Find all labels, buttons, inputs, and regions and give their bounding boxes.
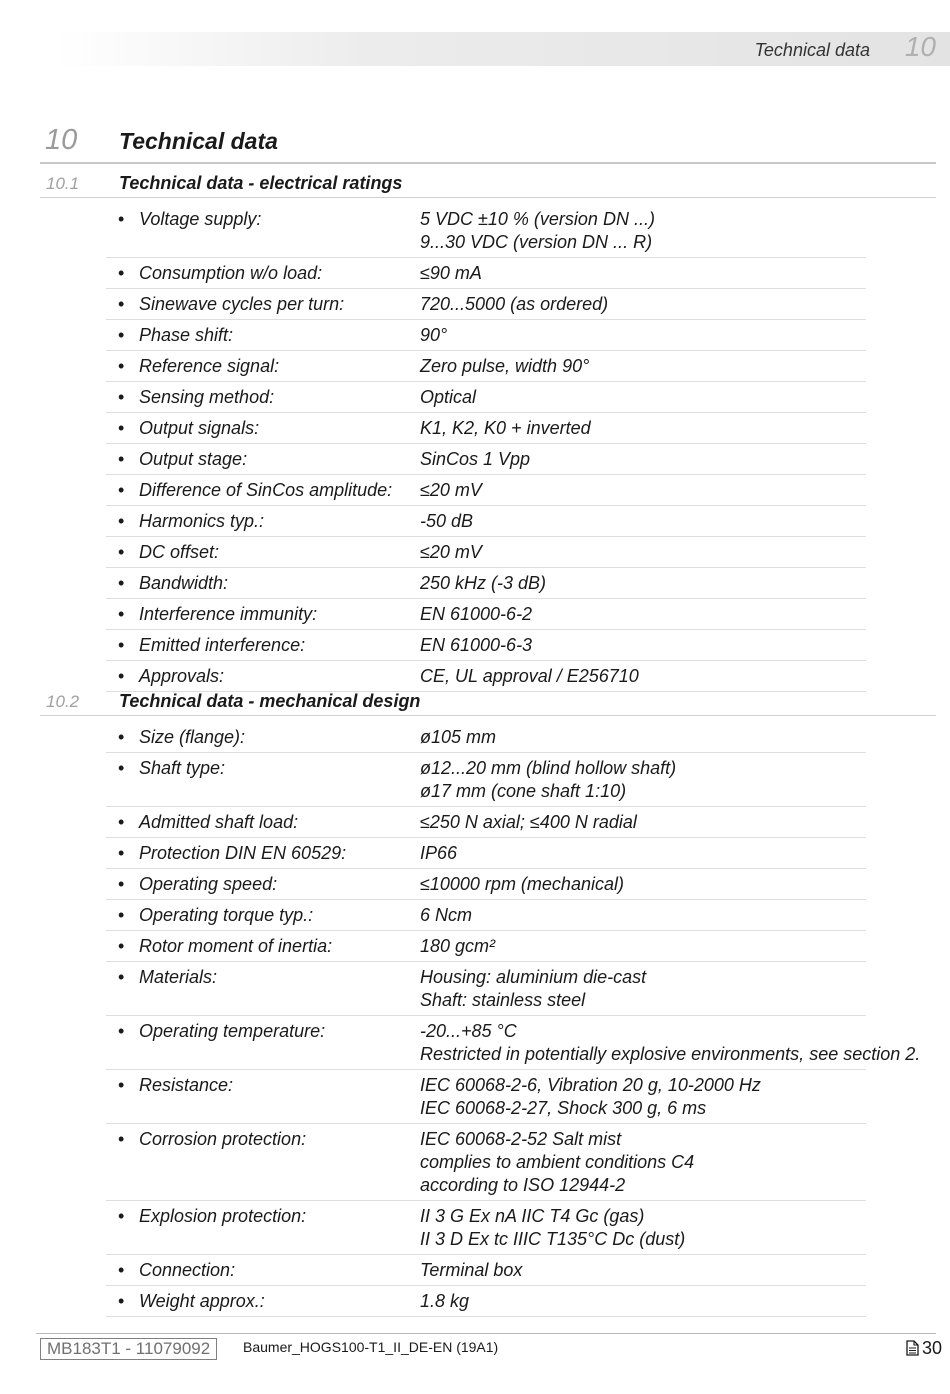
spec-row bbox=[106, 931, 866, 962]
spec-row bbox=[106, 807, 866, 838]
spec-value bbox=[420, 572, 866, 595]
spec-value-line: SinCos 1 Vpp bbox=[420, 449, 531, 469]
spec-label: Output signals: bbox=[139, 418, 260, 438]
spec-value bbox=[420, 479, 866, 502]
spec-value bbox=[420, 541, 866, 564]
header-title: Technical data bbox=[754, 40, 870, 60]
footer-file-name: Baumer_HOGS100-T1_II_DE-EN (19A1) bbox=[243, 1339, 499, 1355]
spec-row bbox=[106, 1255, 866, 1286]
spec-value-line: 1.8 kg bbox=[420, 1291, 470, 1311]
spec-label: Protection DIN EN 60529: bbox=[139, 843, 347, 863]
spec-value bbox=[420, 510, 866, 533]
spec-row bbox=[106, 1016, 921, 1070]
spec-label: Connection: bbox=[139, 1260, 236, 1280]
spec-row bbox=[106, 869, 866, 900]
spec-row bbox=[106, 413, 866, 444]
spec-row bbox=[106, 475, 866, 506]
spec-label: Voltage supply: bbox=[139, 209, 262, 229]
spec-value bbox=[420, 355, 866, 378]
spec-label: Output stage: bbox=[139, 449, 248, 469]
spec-value-line: ≤10000 rpm (mechanical) bbox=[420, 874, 624, 894]
spec-row bbox=[106, 537, 866, 568]
spec-label: Resistance: bbox=[139, 1075, 234, 1095]
spec-row bbox=[106, 444, 866, 475]
spec-row bbox=[106, 204, 866, 258]
spec-value-line: 250 kHz (-3 dB) bbox=[420, 573, 547, 593]
mechanical-design-list bbox=[0, 722, 950, 1317]
spec-value-line: IEC 60068-2-52 Salt mist bbox=[420, 1129, 622, 1149]
section-heading-electrical bbox=[0, 168, 950, 198]
spec-row bbox=[106, 630, 866, 661]
spec-value-line: IEC 60068-2-6, Vibration 20 g, 10-2000 Hz bbox=[420, 1075, 761, 1095]
spec-value-line: Optical bbox=[420, 387, 477, 407]
page-number: 30 bbox=[921, 1338, 942, 1358]
spec-value bbox=[420, 634, 866, 657]
spec-label: Materials: bbox=[139, 967, 218, 987]
footer-divider bbox=[36, 1333, 936, 1334]
spec-value-line: CE, UL approval / E256710 bbox=[420, 666, 639, 686]
bullet-icon: • bbox=[118, 418, 125, 438]
spec-value-line: 9...30 VDC (version DN ... R) bbox=[420, 232, 653, 252]
spec-value bbox=[420, 1290, 866, 1313]
spec-value-line: Housing: aluminium die-cast bbox=[420, 967, 647, 987]
spec-label: Size (flange): bbox=[139, 727, 246, 747]
spec-value bbox=[420, 448, 866, 471]
bullet-icon: • bbox=[118, 874, 125, 894]
bullet-icon: • bbox=[118, 812, 125, 832]
spec-label: Phase shift: bbox=[139, 325, 234, 345]
footer-page bbox=[906, 1338, 942, 1359]
section-number: 10.1 bbox=[46, 174, 80, 193]
chapter-title: Technical data bbox=[119, 128, 278, 154]
bullet-icon: • bbox=[118, 294, 125, 314]
bullet-icon: • bbox=[118, 325, 125, 345]
bullet-icon: • bbox=[118, 1021, 125, 1041]
bullet-icon: • bbox=[118, 1291, 125, 1311]
spec-row bbox=[106, 258, 866, 289]
bullet-icon: • bbox=[118, 635, 125, 655]
section-heading-mechanical bbox=[0, 686, 950, 716]
spec-label: Operating torque typ.: bbox=[139, 905, 314, 925]
bullet-icon: • bbox=[118, 209, 125, 229]
spec-value-line: Shaft: stainless steel bbox=[420, 990, 586, 1010]
spec-value bbox=[420, 262, 866, 285]
spec-row bbox=[106, 1124, 866, 1201]
spec-label: Rotor moment of inertia: bbox=[139, 936, 333, 956]
spec-value-line: 90° bbox=[420, 325, 448, 345]
spec-label: Difference of SinCos amplitude: bbox=[139, 480, 393, 500]
spec-value bbox=[420, 324, 866, 347]
spec-value bbox=[420, 757, 866, 803]
bullet-icon: • bbox=[118, 356, 125, 376]
spec-label: Operating speed: bbox=[139, 874, 278, 894]
spec-label: Sensing method: bbox=[139, 387, 275, 407]
spec-value bbox=[420, 726, 866, 749]
spec-value bbox=[420, 1020, 921, 1066]
spec-label: Harmonics typ.: bbox=[139, 511, 265, 531]
spec-value-line: 6 Ncm bbox=[420, 905, 473, 925]
spec-row bbox=[106, 568, 866, 599]
spec-row bbox=[106, 1201, 866, 1255]
spec-row bbox=[106, 289, 866, 320]
spec-label: Explosion protection: bbox=[139, 1206, 307, 1226]
section-number: 10.2 bbox=[46, 692, 80, 711]
section-title: Technical data - electrical ratings bbox=[119, 173, 403, 193]
bullet-icon: • bbox=[118, 387, 125, 407]
spec-label: Emitted interference: bbox=[139, 635, 306, 655]
spec-value bbox=[420, 1205, 866, 1251]
spec-label: Sinewave cycles per turn: bbox=[139, 294, 345, 314]
bullet-icon: • bbox=[118, 263, 125, 283]
section-divider bbox=[40, 715, 936, 716]
bullet-icon: • bbox=[118, 905, 125, 925]
spec-row bbox=[106, 722, 866, 753]
bullet-icon: • bbox=[118, 604, 125, 624]
spec-value bbox=[420, 603, 866, 626]
spec-value-line: II 3 G Ex nA IIC T4 Gc (gas) bbox=[420, 1206, 645, 1226]
spec-value bbox=[420, 386, 866, 409]
bullet-icon: • bbox=[118, 542, 125, 562]
section-title: Technical data - mechanical design bbox=[119, 691, 421, 711]
spec-row bbox=[106, 320, 866, 351]
spec-value-line: IEC 60068-2-27, Shock 300 g, 6 ms bbox=[420, 1098, 707, 1118]
bullet-icon: • bbox=[118, 480, 125, 500]
bullet-icon: • bbox=[118, 1129, 125, 1149]
bullet-icon: • bbox=[118, 936, 125, 956]
electrical-ratings-list bbox=[0, 204, 950, 692]
spec-label: Consumption w/o load: bbox=[139, 263, 323, 283]
bullet-icon: • bbox=[118, 666, 125, 686]
spec-value-line: II 3 D Ex tc IIIC T135°C Dc (dust) bbox=[420, 1229, 686, 1249]
spec-label: Shaft type: bbox=[139, 758, 226, 778]
bullet-icon: • bbox=[118, 1260, 125, 1280]
spec-value bbox=[420, 293, 866, 316]
spec-value-line: Zero pulse, width 90° bbox=[420, 356, 590, 376]
spec-value-line: -20...+85 °C bbox=[420, 1021, 517, 1041]
spec-value-line: 720...5000 (as ordered) bbox=[420, 294, 609, 314]
spec-value-line: 5 VDC ±10 % (version DN ...) bbox=[420, 209, 655, 229]
spec-value bbox=[420, 1074, 866, 1120]
spec-value-line: K1, K2, K0 + inverted bbox=[420, 418, 591, 438]
bullet-icon: • bbox=[118, 727, 125, 747]
spec-value bbox=[420, 904, 866, 927]
spec-row bbox=[106, 1070, 866, 1124]
document-icon bbox=[906, 1340, 919, 1356]
bullet-icon: • bbox=[118, 573, 125, 593]
spec-value bbox=[420, 417, 866, 440]
spec-value-line: ≤250 N axial; ≤400 N radial bbox=[420, 812, 637, 832]
section-divider bbox=[40, 197, 936, 198]
bullet-icon: • bbox=[118, 967, 125, 987]
spec-label: Approvals: bbox=[139, 666, 225, 686]
spec-value-line: ø17 mm (cone shaft 1:10) bbox=[420, 781, 627, 801]
spec-value bbox=[420, 1259, 866, 1282]
spec-row bbox=[106, 351, 866, 382]
header-chapter-number: 10 bbox=[904, 31, 936, 62]
bullet-icon: • bbox=[118, 511, 125, 531]
bullet-icon: • bbox=[118, 449, 125, 469]
spec-value-line: ≤20 mV bbox=[420, 542, 482, 562]
spec-row bbox=[106, 838, 866, 869]
bullet-icon: • bbox=[118, 1206, 125, 1226]
bullet-icon: • bbox=[118, 843, 125, 863]
spec-row bbox=[106, 599, 866, 630]
spec-row bbox=[106, 506, 866, 537]
spec-value-line: Terminal box bbox=[420, 1260, 523, 1280]
spec-value bbox=[420, 873, 866, 896]
spec-value bbox=[420, 966, 866, 1012]
spec-label: Reference signal: bbox=[139, 356, 280, 376]
spec-row bbox=[106, 900, 866, 931]
footer-document-id: MB183T1 - 11079092 bbox=[40, 1338, 217, 1360]
spec-value-line: EN 61000-6-2 bbox=[420, 604, 533, 624]
chapter-number: 10 bbox=[45, 124, 78, 156]
spec-value-line: Restricted in potentially explosive environments, see section 2. bbox=[420, 1044, 921, 1064]
spec-value bbox=[420, 935, 866, 958]
spec-label: Interference immunity: bbox=[139, 604, 318, 624]
spec-value-line: IP66 bbox=[420, 843, 458, 863]
spec-row bbox=[106, 382, 866, 413]
spec-label: DC offset: bbox=[139, 542, 220, 562]
spec-label: Bandwidth: bbox=[139, 573, 229, 593]
spec-value-line: according to ISO 12944-2 bbox=[420, 1175, 626, 1195]
spec-value bbox=[420, 665, 866, 688]
spec-row bbox=[106, 962, 866, 1016]
spec-value bbox=[420, 842, 866, 865]
spec-value-line: ø12...20 mm (blind hollow shaft) bbox=[420, 758, 677, 778]
spec-value bbox=[420, 811, 866, 834]
spec-value-line: ø105 mm bbox=[420, 727, 497, 747]
spec-value bbox=[420, 1128, 866, 1197]
spec-value-line: -50 dB bbox=[420, 511, 474, 531]
spec-label: Corrosion protection: bbox=[139, 1129, 307, 1149]
spec-row bbox=[106, 1286, 866, 1317]
spec-label: Weight approx.: bbox=[139, 1291, 265, 1311]
spec-label: Admitted shaft load: bbox=[139, 812, 299, 832]
spec-value-line: ≤20 mV bbox=[420, 480, 482, 500]
spec-value-line: EN 61000-6-3 bbox=[420, 635, 533, 655]
spec-label: Operating temperature: bbox=[139, 1021, 326, 1041]
spec-value bbox=[420, 208, 866, 254]
chapter-divider bbox=[40, 162, 936, 164]
spec-value-line: complies to ambient conditions C4 bbox=[420, 1152, 695, 1172]
spec-value-line: 180 gcm² bbox=[420, 936, 496, 956]
spec-value-line: ≤90 mA bbox=[420, 263, 482, 283]
bullet-icon: • bbox=[118, 758, 125, 778]
spec-row bbox=[106, 753, 866, 807]
bullet-icon: • bbox=[118, 1075, 125, 1095]
